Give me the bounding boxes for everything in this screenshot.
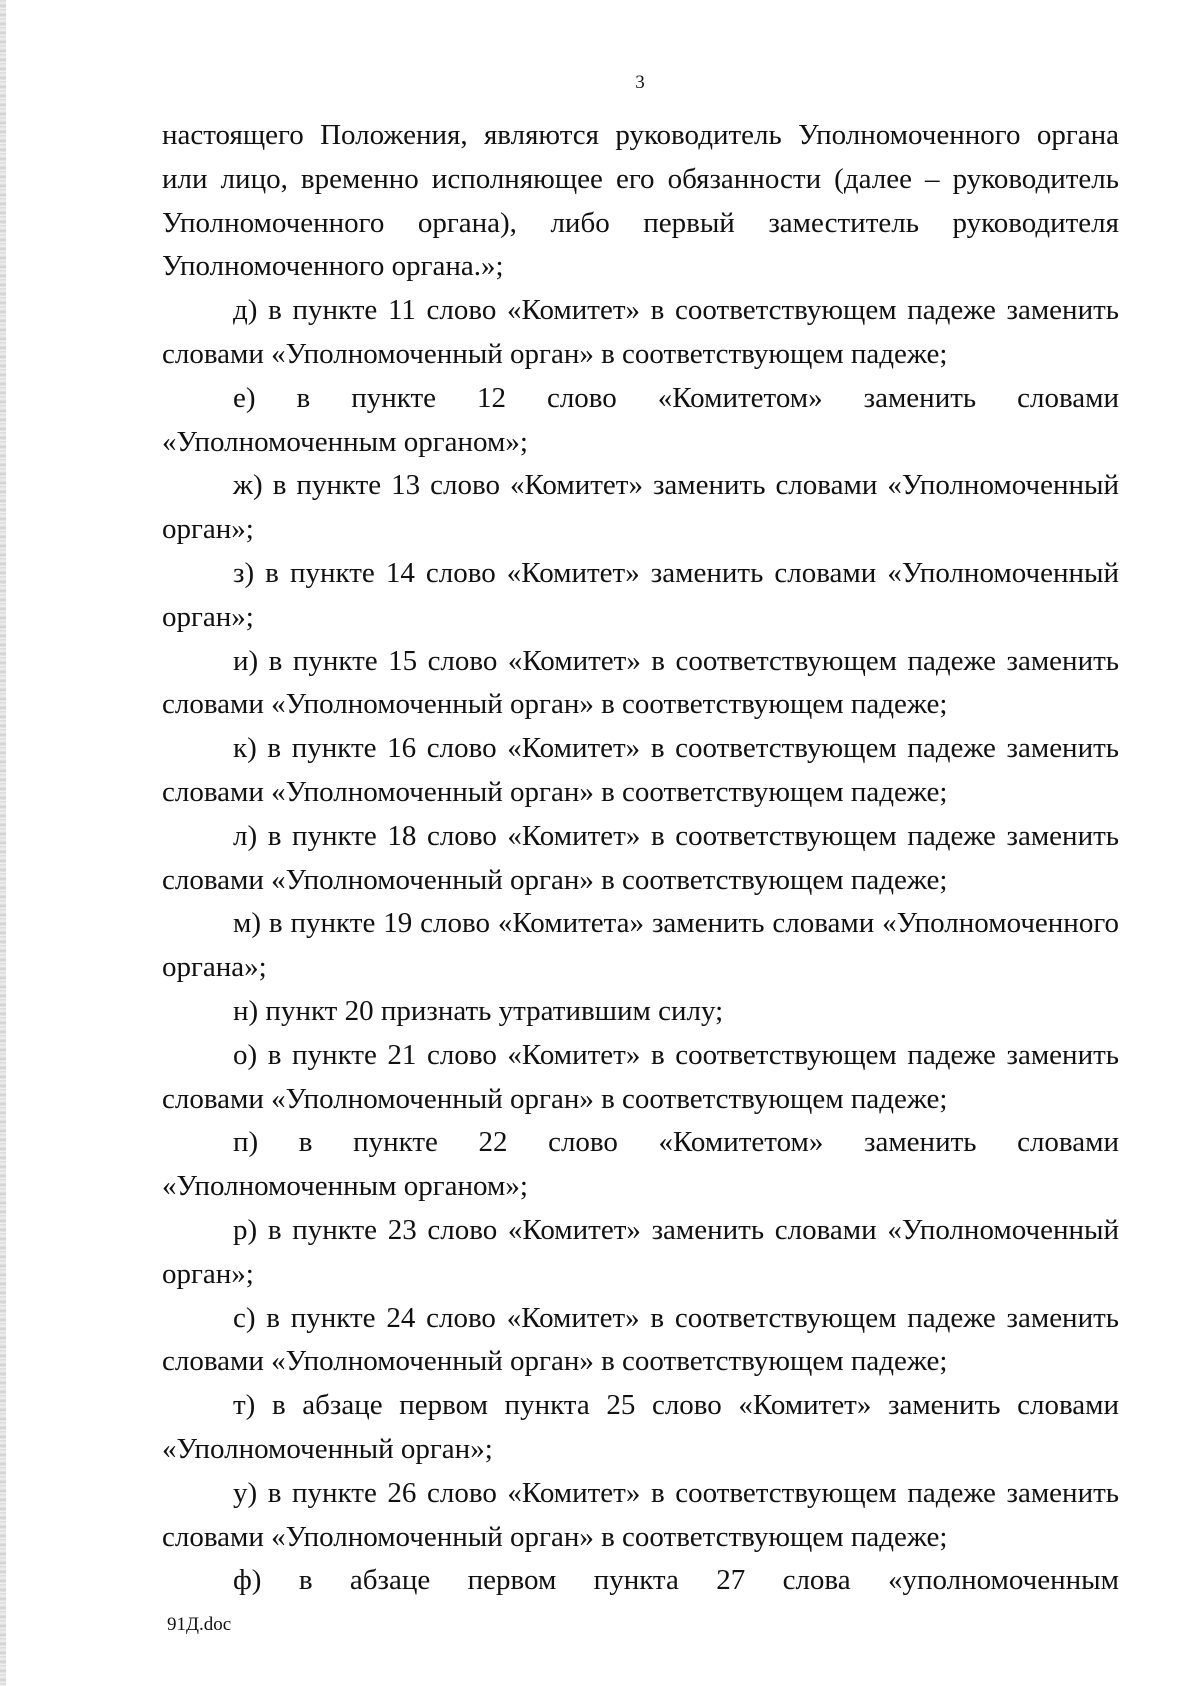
paragraph-item-z: з) в пункте 14 слово «Комитет» заменить словами «Уполномоченный орган»; (162, 556, 1119, 633)
paragraph-item-f: ф) в абзаце первом пункта 27 слова «уполномоченным (233, 1564, 1119, 1597)
paragraph-item-i: и) в пункте 15 слово «Комитет» в соответствующем падеже заменить словами «Уполномоченный орган» в соответствующем падеже; (162, 644, 1119, 721)
paragraph-item-k: к) в пункте 16 слово «Комитет» в соответствующем падеже заменить словами «Уполномоченный орган» в соответствующем падеже; (162, 732, 1119, 808)
paragraph-item-m: м) в пункте 19 слово «Комитета» заменить словами «Уполномоченного органа»; (162, 907, 1119, 984)
paragraph-item-e: е) в пункте 12 слово «Комитетом» заменить словами «Уполномоченным органом»; (162, 381, 1119, 458)
paragraph-item-d: д) в пункте 11 слово «Комитет» в соответствующем падеже заменить словами «Уполномоченный орган» в соответствующем падеже; (162, 294, 1119, 370)
document-body (162, 114, 1119, 1603)
page-number: 3 (635, 72, 645, 93)
paragraph-item-n: н) пункт 20 признать утратившим силу; (233, 994, 724, 1027)
paragraph-item-u: у) в пункте 26 слово «Комитет» в соответствующем падеже заменить словами «Уполномоченный орган» в соответствующем падеже; (162, 1476, 1119, 1553)
paragraph-continuation: настоящего Положения, являются руководитель Уполномоченного органа или лицо, временно исполняющее его обязанности (далее – руководитель Уполномоченного органа), либо первый заместитель руководителя Уполномоченного органа.»; (162, 119, 1119, 283)
paragraph-item-o: о) в пункте 21 слово «Комитет» в соответствующем падеже заменить словами «Уполномоченный орган» в соответствующем падеже; (162, 1038, 1119, 1115)
scan-edge (0, 0, 6, 1686)
paragraph-item-s: с) в пункте 24 слово «Комитет» в соответствующем падеже заменить словами «Уполномоченный орган» в соответствующем падеже; (162, 1301, 1119, 1378)
paragraph-item-p: п) в пункте 22 слово «Комитетом» заменить словами «Уполномоченным органом»; (162, 1126, 1119, 1203)
paragraph-item-l: л) в пункте 18 слово «Комитет» в соответствующем падеже заменить словами «Уполномоченный орган» в соответствующем падеже; (162, 819, 1119, 896)
paragraph-item-zh: ж) в пункте 13 слово «Комитет» заменить словами «Уполномоченный орган»; (162, 469, 1119, 546)
footer-filename: 91Д.doc (167, 1614, 232, 1635)
paragraph-item-r: р) в пункте 23 слово «Комитет» заменить словами «Уполномоченный орган»; (162, 1213, 1119, 1290)
paragraph-item-t: т) в абзаце первом пункта 25 слово «Комитет» заменить словами «Уполномоченный орган»; (162, 1389, 1119, 1465)
